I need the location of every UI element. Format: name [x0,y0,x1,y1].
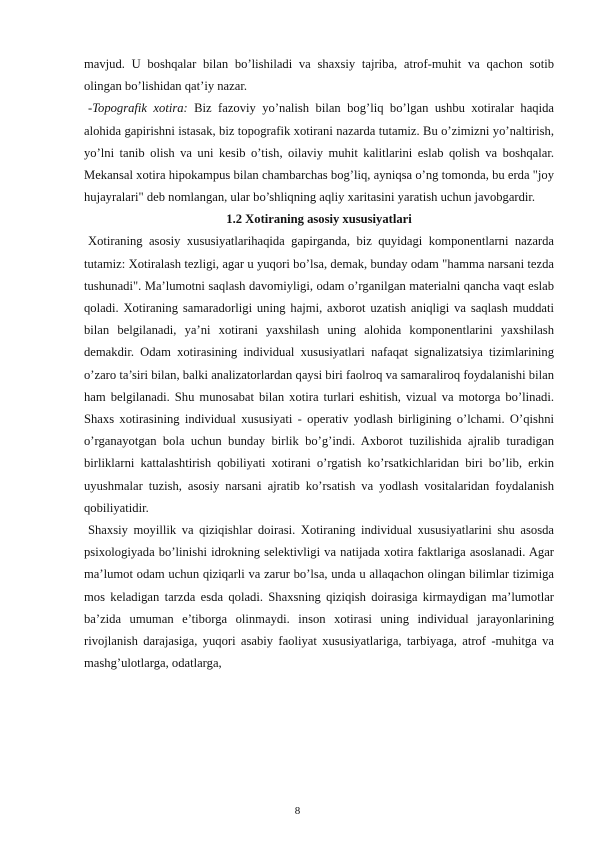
page-number: 8 [294,805,301,817]
paragraph-intro: mavjud. U boshqalar bilan bo’lishiladi va shaxsiy tajriba, atrof-muhit va qachon sotib olingan bo’lishidan qat’iy nazar. [84,57,554,94]
section-heading-text: 1.2 Xotiraning asosiy xususiyatlari [226,212,412,227]
paragraph-personal-interests: Shaxsiy moyillik va qiziqishlar doirasi. Xotiraning individual xususiyatlarini shu asosda psixologiyada bo’linishi idrokning selektivligi va natijada xotira faktlariga asoslanadi. Agar ma’lumot odam uchun qiziqarli va zarur bo’lsa, unda u allaqachon olingan bilimlar tizimiga mos keladigan tarzda esda qoladi. Shaxsning qiziqish doirasiga kirmaydigan ma’lumotlar ba’zida umuman e’tiborga olinmaydi. inson xotirasi uning individual jarayonlarining rivojlanish darajasiga, yuqori asabiy faoliyat xususiyatlariga, tarbiyaga, atrof -muhitga va mashg’ulotlarga, odatlarga, [84,523,554,671]
paragraph-topographic-memory [84,97,554,208]
topographic-memory-label: -Topografik xotira: [88,101,188,116]
section-heading [84,208,554,230]
topographic-memory-text: Biz fazoviy yo’nalish bilan bog’liq bo’lgan ushbu xotiralar haqida alohida gapirishni istasak, biz topografik xotirani nazarda tutamiz. Bu o’zimizni yo’naltirish, yo’lni tanib olish va uni kesib o’tish, oilaviy muhit kalitlarini eslab qolish va boshqalar. Mekansal xotira hipokampus bilan chambarchas bog’liq, ayniqsa o’ng tomonda, bu erda "joy hujayralari" deb nomlangan, ular bo’shliqning aqliy xaritasini yaratish uchun javobgardir. [84,101,554,205]
paragraph-memory-properties: Xotiraning asosiy xususiyatlarihaqida gapirganda, biz quyidagi komponentlarni nazarda tutamiz: Xotiralash tezligi, agar u yuqori bo’lsa, demak, bunday odam "hamma narsani tezda tushunadi". Ma’lumotni saqlash davomiyligi, odam o’rganilgan materialni qancha vaqt eslab qoladi. Xotiraning samaradorligi uning hajmi, axborot uzatish aniqligi va saqlash muddati bilan belgilanadi, ya’ni xotirani yaxshilash uning alohida komponentlarini yaxshilash demakdir. Odam xotirasining individual xususiyatlari nafaqat signalizatsiya tizimlarining o’zaro ta’siri bilan, balki analizatorlardan qaysi biri faolroq va samaraliroq foydalanishi bilan ham belgilanadi. Shu munosabat bilan xotira turlari eshitish, vizual va motorga bo’linadi. Shaxs xotirasining individual xususiyati - operativ yodlash birligining o’lchami. O’qishni o’rganayotgan bola uchun bunday birlik bo’g’indi. Axborot tuzilishida ajralib turadigan birliklarni kattalashtirish qobiliyati xotirani o’rgatish ko’rsatkichlaridan biri bo’lib, erkin uyushmalar tuzish, asosiy narsani ajratib ko’rsatish va yodlash vositalaridan foydalanish qobiliyatidir. [84,234,554,515]
document-body [84,53,554,674]
